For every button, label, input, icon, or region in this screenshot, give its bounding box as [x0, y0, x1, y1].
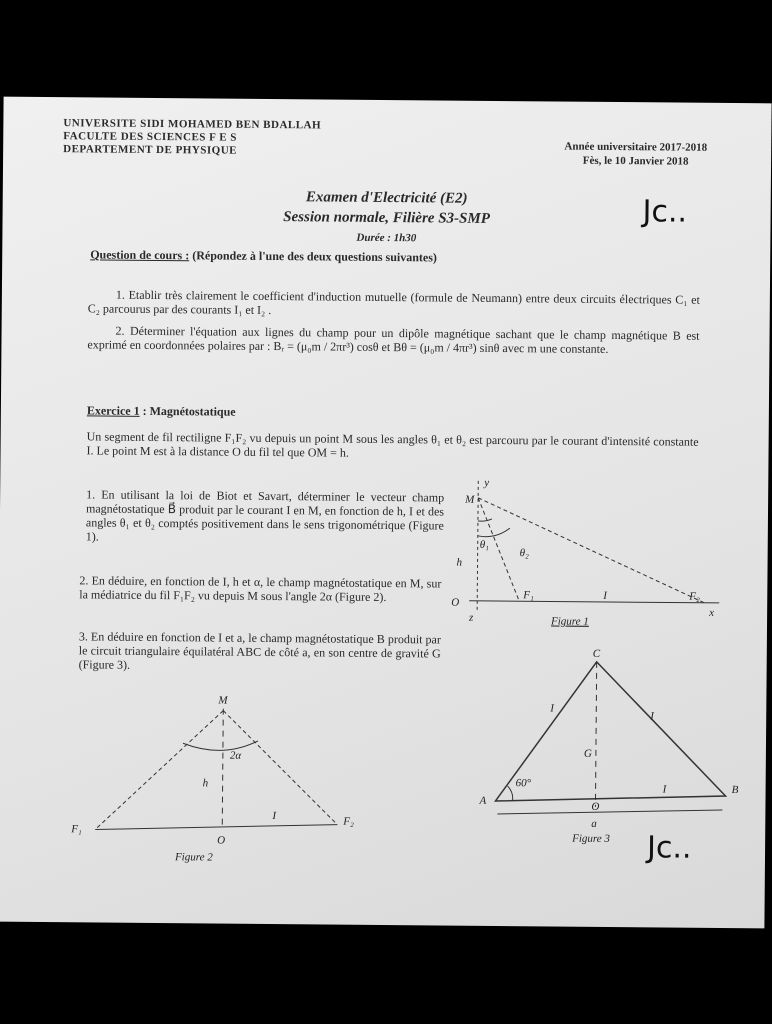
cours-subtitle: (Répondez à l'une des deux questions suivantes) [192, 248, 438, 265]
label-F1: F₁ [71, 823, 82, 836]
cours-heading [90, 247, 437, 265]
line-M-F2 [477, 498, 705, 603]
exercice1-q3: 3. En déduire en fonction de I et a, le champ magnétostatique B produit par le circuit triangulaire équilatéral ABC de côté a, en son centre de gravité G (Figure 3). [78, 629, 441, 672]
theta1-arc [478, 519, 492, 521]
label-B: B [731, 784, 739, 797]
label-F2: F₂ [343, 815, 354, 828]
label-O: O [591, 800, 600, 813]
title-line-2: Session normale, Filière S3-SMP [283, 209, 490, 227]
exercice1-title: Exercice 1 [86, 403, 140, 418]
label-z: z [469, 611, 474, 624]
label-y: y [484, 476, 490, 489]
label-M: M [465, 493, 475, 506]
side-a-arrow [497, 808, 722, 816]
title-line-1: Examen d'Electricité (E2) [305, 189, 468, 207]
figure-3 [467, 646, 739, 848]
exercice1-intro: Un segment de fil rectiligne F₁F₂ vu depuis un point M sous les angles θ₁ et θ₂ est parcouru par le courant d'intensité constante I. Le point M est à la distance O du fil tel que OM = h. [86, 429, 699, 460]
label-2alpha: 2α [229, 749, 242, 762]
faculty-name: FACULTE DES SCIENCES F E S [63, 130, 237, 144]
exercice1-q2: 2. En déduire, en fonction de I, h et α, le champ magnétostatique en M, sur la médiatrice du fil F₁F₂ vu depuis M sous l'angle 2α (Figure 2). [79, 573, 442, 605]
label-h: h [202, 777, 209, 790]
label-I-right: I [650, 710, 654, 723]
label-F1: F₁ [523, 589, 534, 602]
label-M: M [218, 694, 228, 707]
wire-F1F2 [95, 822, 337, 831]
label-I-bottom: I [662, 783, 667, 796]
exercice1-q1: 1. En utilisant la loi de Biot et Savart, déterminer le vecteur champ magnétostatique B⃗ produit par le courant I en M, en fonction de h, I et des angles θ₁ et θ₂ comptés positivement dans le sens trigonométrique (Figure 1). [85, 487, 445, 544]
department-name: DEPARTEMENT DE PHYSIQUE [63, 143, 238, 157]
label-O: O [451, 596, 460, 609]
y-axis [477, 481, 478, 611]
label-I-left: I [550, 702, 555, 715]
label-G: G [583, 747, 592, 760]
institution-header [63, 117, 321, 158]
cours-q1: 1. Etablir très clairement le coefficient d'induction mutuelle (formule de Neumann) entre deux circuits électriques C₁ et C₂ parcourus par des courants I₁ et I₂ . [87, 287, 700, 318]
label-60deg: 60° [515, 777, 532, 790]
theta2-arc [478, 528, 510, 537]
label-theta2: θ₂ [519, 547, 529, 560]
label-A: A [479, 794, 487, 807]
label-x: x [709, 606, 715, 619]
label-C: C [592, 647, 601, 660]
cours-title: Question de cours : [90, 247, 190, 263]
duration: Durée : 1h30 [356, 231, 417, 245]
angle-2alpha-arc [183, 740, 258, 750]
exam-date: Fès, le 10 Janvier 2018 [582, 154, 689, 168]
label-I: I [272, 810, 277, 823]
cours-q2: 2. Déterminer l'équation aux lignes du champ pour un dipôle magnétique sachant que le champ magnétique B est exprimé en coordonnées polaires par : Bᵣ = (μ₀m / 2πr³) cosθ et Bθ = (μ₀m / 4πr³) sinθ avec m une constante. [87, 323, 700, 356]
figure-3-caption: Figure 3 [572, 832, 610, 845]
label-O: O [217, 834, 226, 847]
figure-1 [439, 475, 730, 633]
figure-1-caption: Figure 1 [551, 615, 589, 628]
x-axis [469, 601, 719, 603]
label-theta1: θ₁ [479, 538, 490, 551]
label-h: h [456, 556, 463, 569]
label-F2: F₂ [689, 590, 700, 603]
label-a: a [591, 817, 597, 830]
university-name: UNIVERSITE SIDI MOHAMED BEN BDALLAH [63, 117, 322, 132]
exercice1-heading [87, 403, 236, 419]
date-block [564, 140, 707, 169]
label-I: I [603, 589, 608, 602]
handwritten-mark-2: Jc.. [646, 830, 692, 866]
academic-year: Année universitaire 2017-2018 [564, 140, 708, 154]
exercice1-subtitle: : Magnétostatique [142, 403, 236, 419]
exam-paper [0, 97, 772, 929]
figure-2 [67, 687, 369, 870]
handwritten-mark: Jc.. [642, 194, 688, 230]
figure-2-caption: Figure 2 [174, 851, 213, 864]
